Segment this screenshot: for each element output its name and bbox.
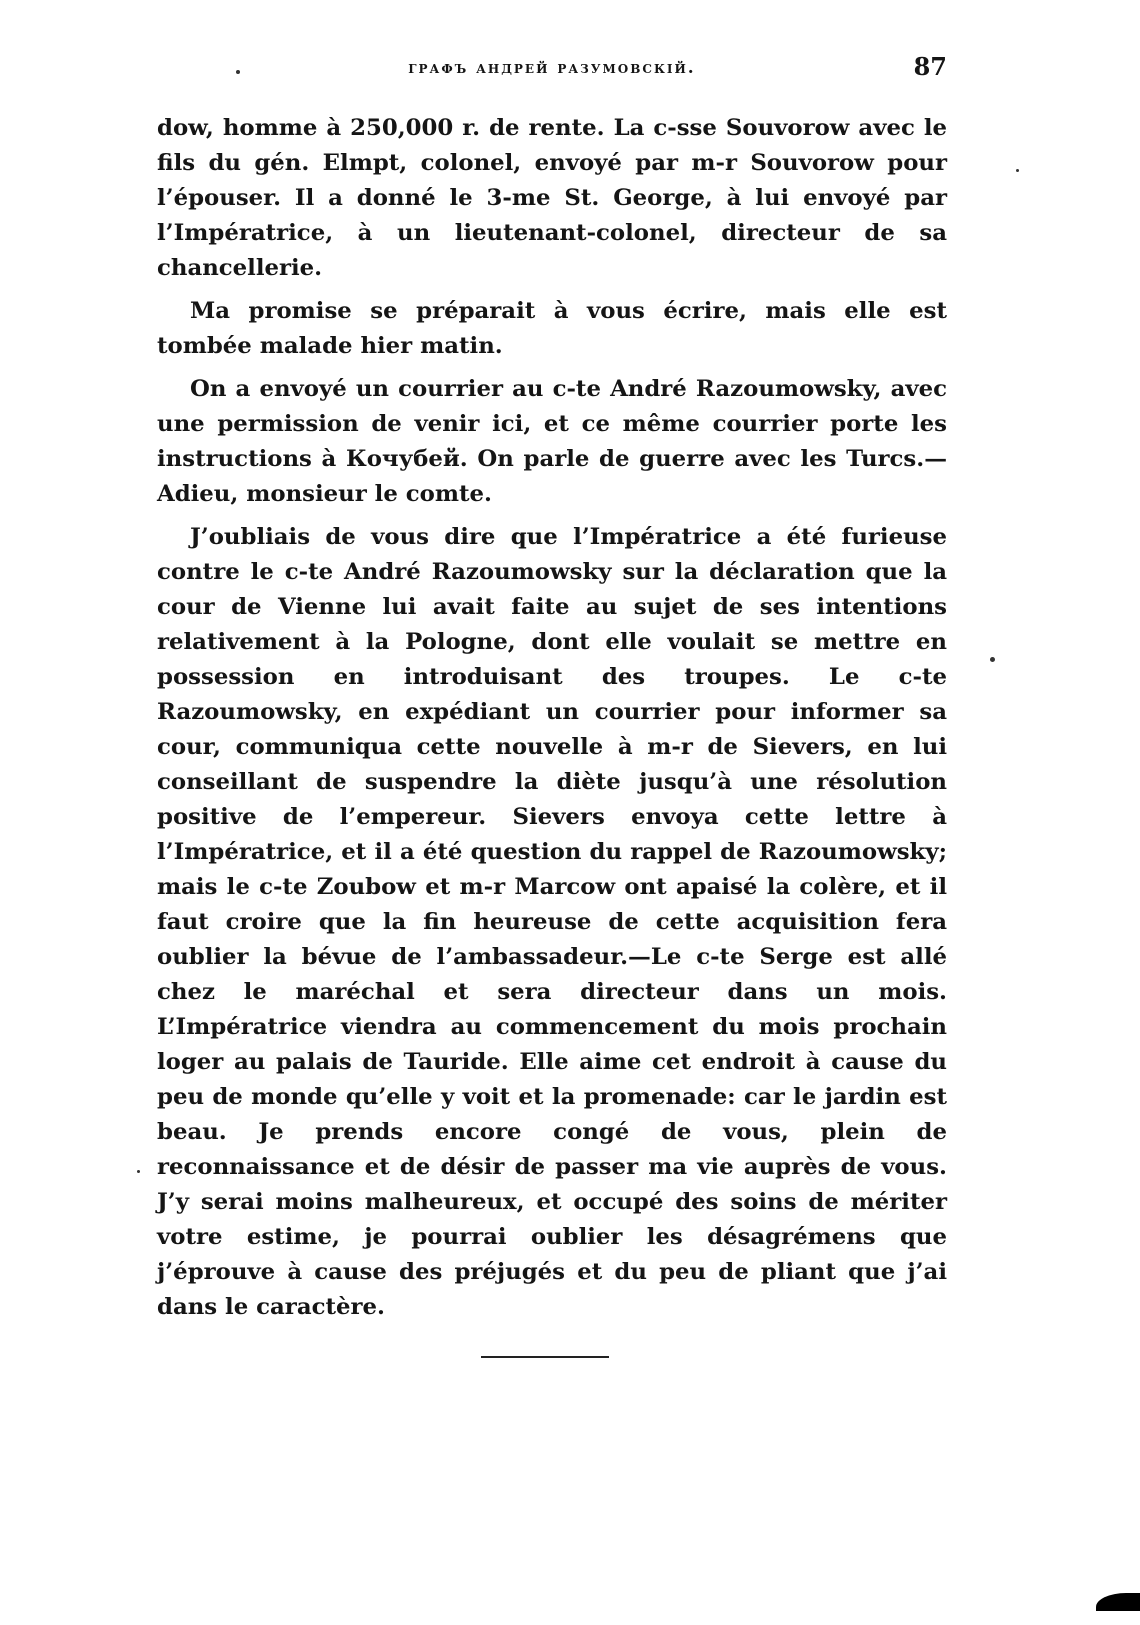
print-speck [990, 657, 995, 662]
print-speck [1016, 169, 1019, 172]
paragraph: J’oubliais de vous dire que l’Impératrice a été furieuse contre le c-te André Razoumowsky sur la déclaration que la cour de Vienne lui avait faite au sujet de ses intentions relativement à la Pologne, dont elle voulait se mettre en possession en introduisant des troupes. Le c-te Razoumowsky, en expédiant un courrier pour informer sa cour, communiqua cette nouvelle à m-r de Sievers, en lui conseillant de suspendre la diète jusqu’à une résolution positive de l’empereur. Sievers envoya cette lettre à l’Impératrice, et il a été question du rappel de Razoumowsky; mais le c-te Zoubow et m-r Marcow ont apaisé la colère, et il faut croire que la fin heureuse de cette acquisition fera oublier la bévue de l’ambassadeur.—Le c-te Serge est allé chez le maréchal et sera directeur dans un mois. L’Impératrice viendra au commencement du mois prochain loger au palais de Tauride. Elle aime cet endroit à cause du peu de monde qu’elle y voit et la promenade: car le jardin est beau. Je prends encore congé de vous, plein de reconnaissance et de désir de passer ma vie auprès de vous. J’y serai moins malheureux, et occupé des soins de mériter votre estime, je pourrai oublier les désagrémens que j’éprouve à cause des préjugés et du peu de pliant que j’ai dans le caractère. [157, 524, 947, 1320]
print-speck [137, 1170, 140, 1173]
print-speck [236, 70, 240, 74]
scan-edge-mark [1096, 1593, 1140, 1611]
section-end-rule [481, 1356, 609, 1358]
paragraph: On a envoyé un courrier au c-te André Razoumowsky, avec une permission de venir ici, et ce même courrier porte les instructions à Кочубей. On parle de guerre avec les Turcs.— Adieu, monsieur le comte. [157, 376, 947, 507]
body-text [157, 111, 947, 1333]
running-title: графъ андрей разумовскій. [408, 58, 696, 78]
page-number: 87 [913, 52, 947, 81]
running-head [157, 48, 947, 88]
paragraph: Ma promise se préparait à vous écrire, mais elle est tombée malade hier matin. [157, 298, 947, 359]
paragraph: dow, homme à 250,000 r. de rente. La c-sse Souvorow avec le fils du gén. Elmpt, colonel, envoyé par m-r Souvorow pour l’épouser. Il a donné le 3-me St. George, à lui envoyé par l’Impératrice, à un lieutenant-colonel, directeur de sa chancellerie. [157, 115, 947, 281]
